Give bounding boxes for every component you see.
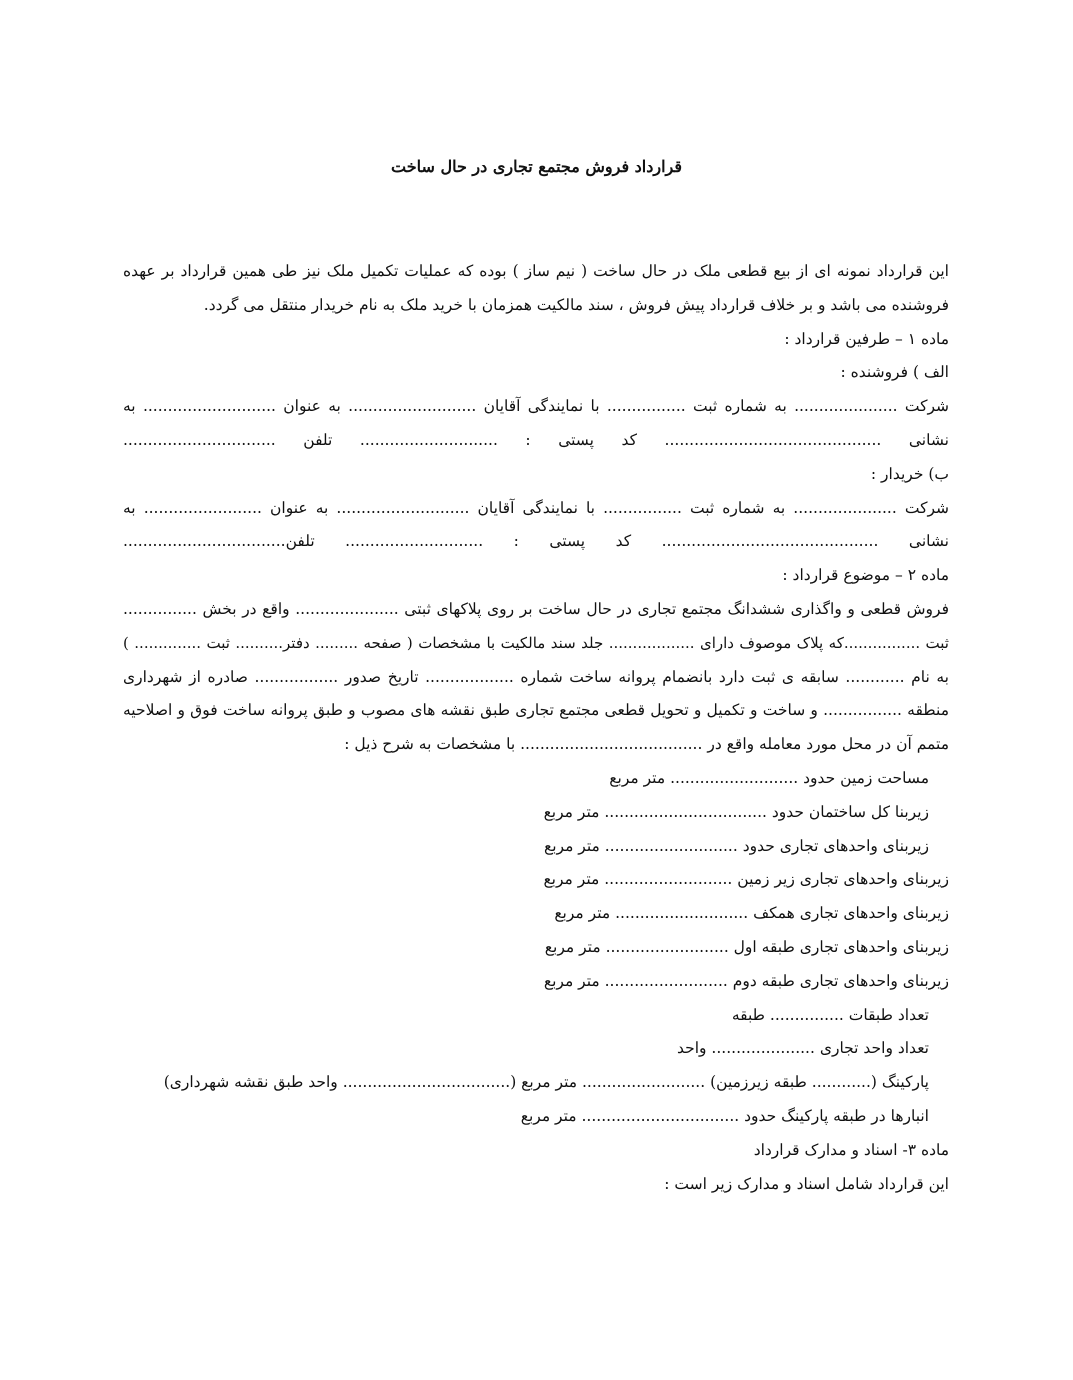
article-1-heading: ماده ۱ – طرفین قرارداد : bbox=[784, 329, 949, 348]
buyer-company-line: شرکت ..................... به شماره ثبت ................ با نمایندگی آقایان ........................... به عنوان ........................ به bbox=[123, 498, 949, 517]
spec-land-area: مساحت زمین حدود .......................... متر مربع bbox=[609, 768, 929, 787]
buyer-address-line: نشانی ............................................ کد پستی : ............................ تلفن................................. bbox=[123, 532, 949, 551]
buyer-heading: ب) خریدار : bbox=[870, 464, 949, 483]
subject-line-2: ثبت ................که پلاک موصوف دارای .................. جلد سند مالکیت با مشخصات ( صفحه ......... دفتر.......... ثبت .............. ) bbox=[123, 633, 949, 652]
spec-storage: انبارها در طبقه پارکینگ حدود ................................ متر مربع bbox=[520, 1106, 929, 1125]
subject-line-3: به نام ............ سابقه ی ثبت دارد بانضمام پروانه ساخت شماره .................. تاریخ صدور ................. صادره از شهرداری bbox=[123, 667, 949, 686]
intro-line-1: این قرارداد نمونه ای از بیع قطعی ملک در حال ساخت ( نیم ساز ) بوده که عملیات تکمیل ملک نیز طی همین قرارداد بر عهده bbox=[123, 262, 949, 280]
spec-total-floor-area: زیربنا کل ساختمان حدود ................................. متر مربع bbox=[543, 802, 929, 821]
article-3-text: این قرارداد شامل اسناد و مدارک زیر است : bbox=[664, 1174, 949, 1193]
spec-floor-count: تعداد طبقات ............... طبقه bbox=[731, 1005, 929, 1024]
article-2-heading: ماده ۲ – موضوع قرارداد : bbox=[782, 566, 949, 585]
seller-address-line: نشانی ............................................ کد پستی : ............................ تلفن ............................... bbox=[123, 430, 949, 449]
seller-heading: الف ) فروشنده : bbox=[840, 363, 949, 382]
spec-commercial-area: زیربنای واحدهای تجاری حدود ........................... متر مربع bbox=[543, 836, 929, 855]
article-3-heading: ماده ۳- اسناد و مدارک قرارداد bbox=[753, 1140, 949, 1159]
spec-ground-floor-area: زیربنای واحدهای تجاری همکف ........................... متر مربع bbox=[554, 904, 949, 923]
document-title: قرارداد فروش مجتمع تجاری در حال ساخت bbox=[390, 157, 683, 176]
spec-basement-area: زیربنای واحدهای تجاری زیر زمین .......................... متر مربع bbox=[543, 870, 949, 889]
spec-second-floor-area: زیربنای واحدهای تجاری طبقه دوم ......................... متر مربع bbox=[543, 971, 949, 990]
seller-company-line: شرکت ..................... به شماره ثبت ................ با نمایندگی آقایان .......................... به عنوان ........................... به bbox=[123, 397, 949, 416]
spec-first-floor-area: زیربنای واحدهای تجاری طبقه اول ......................... متر مربع bbox=[544, 937, 949, 956]
intro-line-2: فروشنده می باشد و بر خلاف قرارداد پیش فروش ، سند مالکیت همزمان با خرید ملک به نام خریدار منتقل می گردد. bbox=[203, 295, 949, 314]
document-body bbox=[123, 255, 949, 1201]
subject-line-5: متمم آن در محل مورد معامله واقع در ..................................... با مشخصات به شرح ذیل : bbox=[344, 735, 949, 754]
subject-line-4: منطقه ................ و ساخت و تکمیل و تحویل قطعی مجتمع تجاری طبق نقشه های مصوب و طبق پروانه ساخت فوق و اصلاحیه bbox=[123, 701, 949, 720]
spec-unit-count: تعداد واحد تجاری ..................... واحد bbox=[677, 1039, 929, 1058]
subject-line-1: فروش قطعی و واگذاری ششدانگ مجتمع تجاری در حال ساخت بر روی پلاکهای ثبتی ..................... واقع در بخش ............... bbox=[123, 599, 949, 618]
spec-parking: پارکینگ (............ طبقه زیرزمین) ......................... متر مربع (.................................. واحد طبق نقشه شهرداری) bbox=[163, 1073, 929, 1092]
